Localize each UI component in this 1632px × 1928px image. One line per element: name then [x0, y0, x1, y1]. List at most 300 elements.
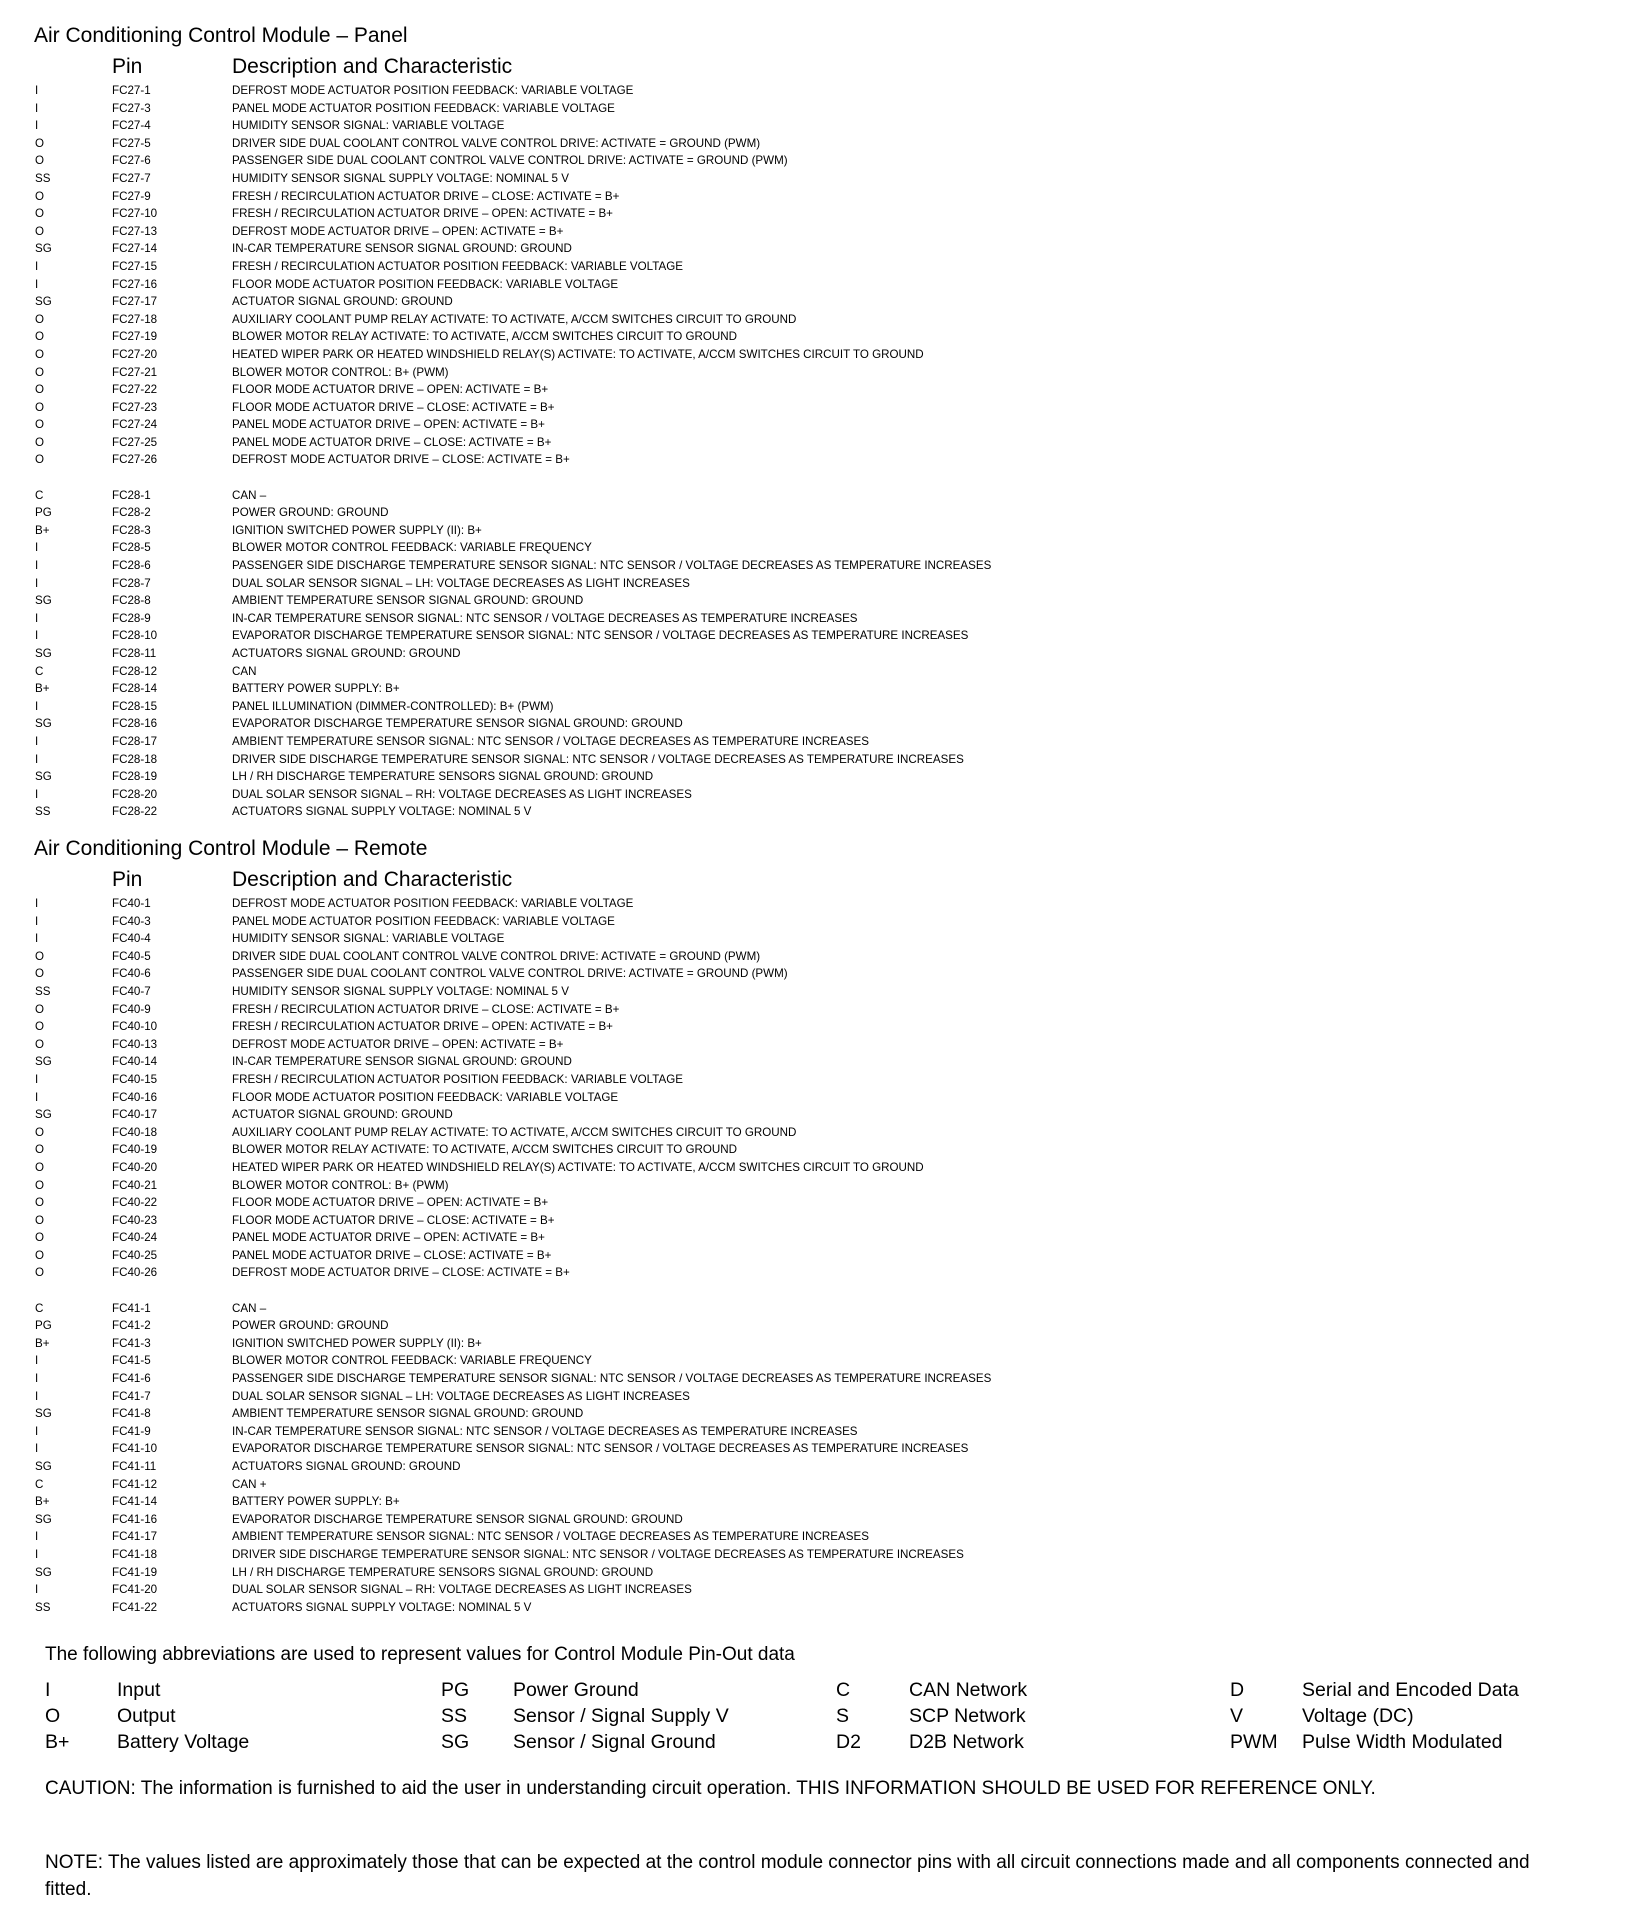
- signal-type: O: [35, 1002, 45, 1016]
- description-column-header: Description and Characteristic: [232, 55, 513, 78]
- signal-type: I: [35, 101, 39, 115]
- pin-number: FC40-9: [112, 1002, 151, 1016]
- pin-description: IGNITION SWITCHED POWER SUPPLY (II): B+: [232, 523, 482, 537]
- signal-type: I: [35, 1530, 39, 1544]
- pin-description: IN-CAR TEMPERATURE SENSOR SIGNAL GROUND: GROUND: [232, 242, 572, 256]
- pin-number: FC27-4: [112, 119, 151, 133]
- pin-description: DUAL SOLAR SENSOR SIGNAL – RH: VOLTAGE DECREASES AS LIGHT INCREASES: [232, 1583, 692, 1597]
- table-row: [34, 1405, 1594, 1423]
- pin-description: FRESH / RECIRCULATION ACTUATOR DRIVE – CLOSE: ACTIVATE = B+: [232, 1002, 620, 1016]
- pin-number: FC27-19: [112, 330, 158, 344]
- pin-description: LH / RH DISCHARGE TEMPERATURE SENSORS SIGNAL GROUND: GROUND: [232, 770, 654, 784]
- pin-description: POWER GROUND: GROUND: [232, 506, 389, 520]
- pin-number: FC27-1: [112, 84, 151, 97]
- abbreviation-key: SG: [441, 1731, 470, 1753]
- table-row: [34, 663, 1594, 681]
- abbreviation-key: D2: [836, 1731, 861, 1753]
- table-row: [34, 610, 1594, 628]
- abbreviation-row: [45, 1677, 1605, 1703]
- signal-type: O: [35, 949, 45, 963]
- pin-number: FC40-14: [112, 1055, 158, 1069]
- pin-number: FC40-4: [112, 932, 151, 946]
- table-row: [34, 1053, 1594, 1071]
- pin-number: FC40-19: [112, 1143, 158, 1157]
- signal-type: O: [35, 365, 45, 379]
- pin-number: FC28-7: [112, 576, 151, 590]
- table-row: [34, 1388, 1594, 1406]
- pin-number: FC27-14: [112, 242, 158, 256]
- signal-type: O: [35, 1196, 45, 1210]
- signal-type: O: [35, 453, 45, 467]
- pin-description: FLOOR MODE ACTUATOR DRIVE – OPEN: ACTIVATE = B+: [232, 383, 549, 397]
- abbreviation-meaning: Input: [117, 1679, 161, 1701]
- signal-type: I: [35, 932, 39, 946]
- group-spacer: [34, 1282, 1594, 1300]
- pin-number: FC27-5: [112, 136, 151, 150]
- pin-description: CAN –: [232, 1301, 267, 1315]
- pin-number: FC40-1: [112, 897, 151, 910]
- signal-type: I: [35, 897, 39, 910]
- pin-number: FC40-6: [112, 967, 151, 981]
- table-row: [34, 983, 1594, 1001]
- pin-description: DRIVER SIDE DISCHARGE TEMPERATURE SENSOR SIGNAL: NTC SENSOR / VOLTAGE DECREASES AS TEMPERATURE INCREASES: [232, 1547, 964, 1561]
- signal-type: SG: [35, 1108, 52, 1122]
- abbreviation-row: [45, 1703, 1605, 1729]
- signal-type: SG: [35, 717, 52, 731]
- pin-description: PANEL MODE ACTUATOR DRIVE – OPEN: ACTIVATE = B+: [232, 1231, 545, 1245]
- pin-description: EVAPORATOR DISCHARGE TEMPERATURE SENSOR SIGNAL: NTC SENSOR / VOLTAGE DECREASES AS TEMPERATURE INCREASES: [232, 629, 969, 643]
- signal-type: B+: [35, 682, 50, 696]
- pin-description: DEFROST MODE ACTUATOR POSITION FEEDBACK: VARIABLE VOLTAGE: [232, 84, 634, 97]
- abbreviation-meaning: SCP Network: [909, 1705, 1026, 1727]
- pin-description: BLOWER MOTOR CONTROL FEEDBACK: VARIABLE FREQUENCY: [232, 541, 592, 555]
- signal-type: PG: [35, 1319, 52, 1333]
- abbreviations-table: [45, 1677, 1605, 1755]
- pin-description: BATTERY POWER SUPPLY: B+: [232, 1495, 400, 1509]
- pin-description: HEATED WIPER PARK OR HEATED WINDSHIELD RELAY(S) ACTIVATE: TO ACTIVATE, A/CCM SWITCHES CIRCUIT TO GROUND: [232, 1160, 924, 1174]
- signal-type: I: [35, 1424, 39, 1438]
- pin-number: FC27-13: [112, 224, 158, 238]
- pin-number: FC28-2: [112, 506, 151, 520]
- pin-number: FC41-11: [112, 1460, 157, 1473]
- table-row: [34, 258, 1594, 276]
- table-row: [34, 803, 1594, 821]
- pin-description: BLOWER MOTOR CONTROL: B+ (PWM): [232, 1178, 449, 1192]
- pin-number: FC27-25: [112, 435, 158, 449]
- signal-type: B+: [35, 1336, 50, 1350]
- table-row: [34, 539, 1594, 557]
- pin-description: EVAPORATOR DISCHARGE TEMPERATURE SENSOR SIGNAL GROUND: GROUND: [232, 717, 683, 731]
- pin-description: AUXILIARY COOLANT PUMP RELAY ACTIVATE: TO ACTIVATE, A/CCM SWITCHES CIRCUIT TO GROUND: [232, 312, 797, 326]
- signal-type: SG: [35, 1407, 52, 1421]
- table-row: [34, 276, 1594, 294]
- signal-type: O: [35, 1231, 45, 1245]
- table-row: [34, 1001, 1594, 1019]
- signal-type: B+: [35, 1495, 50, 1509]
- signal-type: I: [35, 1354, 39, 1368]
- table-row: [34, 1124, 1594, 1142]
- table-row: [34, 504, 1594, 522]
- abbreviation-key: S: [836, 1705, 850, 1727]
- reference-note: NOTE: The values listed are approximately those that can be expected at the control module connector pins with all circuit connections made and all components connected and fitted.: [45, 1852, 1530, 1900]
- signal-type: O: [35, 400, 45, 414]
- abbreviation-row: [45, 1729, 1605, 1755]
- pin-description: FRESH / RECIRCULATION ACTUATOR POSITION FEEDBACK: VARIABLE VOLTAGE: [232, 1072, 683, 1086]
- signal-type: O: [35, 330, 45, 344]
- table-row: [34, 522, 1594, 540]
- table-row: [34, 1476, 1594, 1494]
- table-row: [34, 1071, 1594, 1089]
- caution-note: CAUTION: The information is furnished to aid the user in understanding circuit operation. THIS INFORMATION SHOULD BE USED FOR REFERENCE ONLY.: [45, 1778, 1376, 1799]
- pin-description: CAN +: [232, 1477, 267, 1491]
- pin-number: FC41-6: [112, 1372, 151, 1386]
- pin-table: [34, 895, 1594, 1616]
- signal-type: I: [35, 576, 39, 590]
- table-row: [34, 557, 1594, 575]
- pin-number: FC40-5: [112, 949, 151, 963]
- pin-number: FC28-22: [112, 805, 158, 819]
- pin-description: AMBIENT TEMPERATURE SENSOR SIGNAL GROUND: GROUND: [232, 1407, 584, 1421]
- table-row: [34, 930, 1594, 948]
- signal-type: C: [35, 1477, 44, 1491]
- table-row: [34, 293, 1594, 311]
- table-row: [34, 152, 1594, 170]
- pin-description: PASSENGER SIDE DUAL COOLANT CONTROL VALVE CONTROL DRIVE: ACTIVATE = GROUND (PWM): [232, 154, 788, 168]
- signal-type: I: [35, 629, 39, 643]
- signal-type: SG: [35, 1055, 52, 1069]
- signal-type: I: [35, 611, 39, 625]
- table-row: [34, 1599, 1594, 1617]
- abbreviation-key: C: [836, 1679, 851, 1701]
- signal-type: O: [35, 207, 45, 221]
- column-header: [34, 865, 1594, 895]
- signal-type: SS: [35, 1600, 51, 1614]
- pin-number: FC41-10: [112, 1442, 158, 1456]
- pin-number: FC28-9: [112, 611, 151, 625]
- pin-number: FC27-22: [112, 383, 158, 397]
- table-row: [34, 1018, 1594, 1036]
- table-row: [34, 1141, 1594, 1159]
- pin-number: FC41-18: [112, 1547, 158, 1561]
- table-row: [34, 1511, 1594, 1529]
- pin-description: DRIVER SIDE DISCHARGE TEMPERATURE SENSOR SIGNAL: NTC SENSOR / VOLTAGE DECREASES AS TEMPERATURE INCREASES: [232, 752, 964, 766]
- table-row: [34, 1229, 1594, 1247]
- pin-description: FRESH / RECIRCULATION ACTUATOR DRIVE – OPEN: ACTIVATE = B+: [232, 207, 613, 221]
- abbreviation-meaning: D2B Network: [909, 1731, 1024, 1753]
- signal-type: SG: [35, 1512, 52, 1526]
- signal-type: O: [35, 967, 45, 981]
- signal-type: I: [35, 787, 39, 801]
- table-row: [34, 451, 1594, 469]
- table-row: [34, 117, 1594, 135]
- pin-number: FC40-23: [112, 1213, 158, 1227]
- pin-description: POWER GROUND: GROUND: [232, 1319, 389, 1333]
- table-row: [34, 1528, 1594, 1546]
- table-row: [34, 346, 1594, 364]
- pin-number: FC28-10: [112, 629, 158, 643]
- table-row: [34, 170, 1594, 188]
- pin-description: FRESH / RECIRCULATION ACTUATOR POSITION FEEDBACK: VARIABLE VOLTAGE: [232, 259, 683, 273]
- section-title: Air Conditioning Control Module – Remote: [34, 837, 428, 860]
- table-row: [34, 82, 1594, 100]
- table-row: [34, 592, 1594, 610]
- pin-number: FC27-17: [112, 295, 158, 309]
- table-row: [34, 895, 1594, 913]
- pin-description: ACTUATORS SIGNAL SUPPLY VOLTAGE: NOMINAL 5 V: [232, 1600, 532, 1614]
- pin-description: FRESH / RECIRCULATION ACTUATOR DRIVE – OPEN: ACTIVATE = B+: [232, 1020, 613, 1034]
- remote-module-section: [34, 833, 1594, 1616]
- pin-description: HUMIDITY SENSOR SIGNAL SUPPLY VOLTAGE: NOMINAL 5 V: [232, 984, 569, 998]
- pin-number: FC40-16: [112, 1090, 158, 1104]
- pin-number: FC28-14: [112, 682, 158, 696]
- table-row: [34, 381, 1594, 399]
- pin-description: DEFROST MODE ACTUATOR POSITION FEEDBACK: VARIABLE VOLTAGE: [232, 897, 634, 910]
- pin-number: FC27-21: [112, 365, 158, 379]
- pin-number: FC27-18: [112, 312, 158, 326]
- signal-type: I: [35, 752, 39, 766]
- pin-number: FC40-3: [112, 914, 151, 928]
- pin-description: IN-CAR TEMPERATURE SENSOR SIGNAL: NTC SENSOR / VOLTAGE DECREASES AS TEMPERATURE INCREASES: [232, 611, 858, 625]
- signal-type: I: [35, 84, 39, 97]
- pin-description: HUMIDITY SENSOR SIGNAL: VARIABLE VOLTAGE: [232, 119, 505, 133]
- table-row: [34, 328, 1594, 346]
- table-row: [34, 751, 1594, 769]
- pin-description: BLOWER MOTOR CONTROL FEEDBACK: VARIABLE FREQUENCY: [232, 1354, 592, 1368]
- pin-number: FC27-6: [112, 154, 151, 168]
- signal-type: SG: [35, 594, 52, 608]
- pin-number: FC28-5: [112, 541, 151, 555]
- pin-number: FC27-16: [112, 277, 158, 291]
- signal-type: B+: [35, 523, 50, 537]
- signal-type: C: [35, 664, 44, 678]
- pin-number: FC40-25: [112, 1248, 158, 1262]
- table-row: [34, 188, 1594, 206]
- pin-number: FC40-20: [112, 1160, 158, 1174]
- pin-number: FC41-3: [112, 1336, 151, 1350]
- pin-description: PANEL MODE ACTUATOR POSITION FEEDBACK: VARIABLE VOLTAGE: [232, 101, 615, 115]
- abbreviation-key: I: [45, 1679, 51, 1701]
- pin-description: ACTUATORS SIGNAL GROUND: GROUND: [232, 1460, 461, 1473]
- table-row: [34, 1264, 1594, 1282]
- signal-type: C: [35, 1301, 44, 1315]
- signal-type: SS: [35, 171, 51, 185]
- pin-number: FC40-26: [112, 1266, 158, 1280]
- table-row: [34, 768, 1594, 786]
- signal-type: I: [35, 1547, 39, 1561]
- signal-type: I: [35, 541, 39, 555]
- abbreviation-key: O: [45, 1705, 61, 1727]
- signal-type: O: [35, 1213, 45, 1227]
- signal-type: O: [35, 1020, 45, 1034]
- pin-description: FRESH / RECIRCULATION ACTUATOR DRIVE – CLOSE: ACTIVATE = B+: [232, 189, 620, 203]
- pin-description: DUAL SOLAR SENSOR SIGNAL – RH: VOLTAGE DECREASES AS LIGHT INCREASES: [232, 787, 692, 801]
- table-row: [34, 311, 1594, 329]
- signal-type: SG: [35, 242, 52, 256]
- pin-number: FC28-18: [112, 752, 158, 766]
- table-row: [34, 645, 1594, 663]
- abbreviation-meaning: Pulse Width Modulated: [1302, 1731, 1503, 1753]
- table-row: [34, 1159, 1594, 1177]
- panel-module-section: [34, 20, 1594, 821]
- signal-type: I: [35, 559, 39, 573]
- table-row: [34, 1247, 1594, 1265]
- abbreviation-meaning: CAN Network: [909, 1679, 1028, 1701]
- pin-description: ACTUATOR SIGNAL GROUND: GROUND: [232, 1108, 453, 1122]
- pin-description: PANEL MODE ACTUATOR DRIVE – CLOSE: ACTIVATE = B+: [232, 1248, 552, 1262]
- abbreviation-key: SS: [441, 1705, 468, 1727]
- pin-number: FC28-16: [112, 717, 158, 731]
- signal-type: O: [35, 1248, 45, 1262]
- table-row: [34, 1194, 1594, 1212]
- signal-type: O: [35, 1125, 45, 1139]
- pin-number: FC28-1: [112, 488, 151, 502]
- pin-description: EVAPORATOR DISCHARGE TEMPERATURE SENSOR SIGNAL GROUND: GROUND: [232, 1512, 683, 1526]
- table-row: [34, 627, 1594, 645]
- description-column-header: Description and Characteristic: [232, 868, 513, 891]
- pin-number: FC28-19: [112, 770, 158, 784]
- table-row: [34, 913, 1594, 931]
- table-row: [34, 733, 1594, 751]
- abbreviations-intro: The following abbreviations are used to represent values for Control Module Pin-Out data: [45, 1644, 795, 1665]
- signal-type: O: [35, 1143, 45, 1157]
- table-row: [34, 1089, 1594, 1107]
- signal-type: SG: [35, 770, 52, 784]
- table-row: [34, 1106, 1594, 1124]
- table-row: [34, 240, 1594, 258]
- abbreviation-meaning: Output: [117, 1705, 176, 1727]
- table-row: [34, 1493, 1594, 1511]
- pin-description: IN-CAR TEMPERATURE SENSOR SIGNAL GROUND: GROUND: [232, 1055, 572, 1069]
- table-row: [34, 1564, 1594, 1582]
- signal-type: I: [35, 1072, 39, 1086]
- pin-description: DEFROST MODE ACTUATOR DRIVE – OPEN: ACTIVATE = B+: [232, 224, 564, 238]
- pin-description: FLOOR MODE ACTUATOR DRIVE – CLOSE: ACTIVATE = B+: [232, 400, 555, 414]
- table-row: [34, 223, 1594, 241]
- pin-number: FC41-14: [112, 1495, 158, 1509]
- pin-description: ACTUATORS SIGNAL GROUND: GROUND: [232, 647, 461, 660]
- pin-number: FC41-2: [112, 1319, 151, 1333]
- pin-number: FC27-10: [112, 207, 158, 221]
- table-row: [34, 1212, 1594, 1230]
- table-row: [34, 1423, 1594, 1441]
- pin-number: FC40-24: [112, 1231, 158, 1245]
- table-row: [34, 680, 1594, 698]
- table-row: [34, 698, 1594, 716]
- pin-number: FC28-6: [112, 559, 151, 573]
- pin-description: DEFROST MODE ACTUATOR DRIVE – OPEN: ACTIVATE = B+: [232, 1037, 564, 1051]
- signal-type: O: [35, 224, 45, 238]
- pin-number: FC28-8: [112, 594, 151, 608]
- pin-number: FC27-15: [112, 259, 158, 273]
- table-row: [34, 1458, 1594, 1476]
- signal-type: I: [35, 1583, 39, 1597]
- pin-number: FC41-22: [112, 1600, 158, 1614]
- signal-type: I: [35, 1442, 39, 1456]
- pin-description: PANEL ILLUMINATION (DIMMER-CONTROLLED): B+ (PWM): [232, 699, 554, 713]
- signal-type: I: [35, 1090, 39, 1104]
- signal-type: O: [35, 1160, 45, 1174]
- pin-description: CAN –: [232, 488, 267, 502]
- pin-description: BLOWER MOTOR RELAY ACTIVATE: TO ACTIVATE, A/CCM SWITCHES CIRCUIT TO GROUND: [232, 330, 738, 344]
- signal-type: I: [35, 1389, 39, 1403]
- signal-type: O: [35, 136, 45, 150]
- pin-number: FC27-20: [112, 347, 158, 361]
- signal-type: SG: [35, 1565, 52, 1579]
- pin-number: FC40-15: [112, 1072, 158, 1086]
- table-row: [34, 1317, 1594, 1335]
- pin-column-header: Pin: [112, 868, 143, 891]
- table-row: [34, 1335, 1594, 1353]
- pin-number: FC41-19: [112, 1565, 158, 1579]
- table-row: [34, 434, 1594, 452]
- table-row: [34, 786, 1594, 804]
- table-row: [34, 1352, 1594, 1370]
- signal-type: I: [35, 119, 39, 133]
- signal-type: O: [35, 312, 45, 326]
- pin-description: CAN: [232, 664, 257, 678]
- pin-number: FC27-23: [112, 400, 158, 414]
- pin-number: FC27-24: [112, 418, 158, 432]
- pin-number: FC27-9: [112, 189, 151, 203]
- pin-number: FC28-17: [112, 734, 158, 748]
- pin-number: FC40-22: [112, 1196, 158, 1210]
- pin-description: ACTUATORS SIGNAL SUPPLY VOLTAGE: NOMINAL 5 V: [232, 805, 532, 819]
- pin-number: FC41-17: [112, 1530, 158, 1544]
- pin-description: ACTUATOR SIGNAL GROUND: GROUND: [232, 295, 453, 309]
- pin-number: FC40-10: [112, 1020, 158, 1034]
- pin-number: FC27-7: [112, 171, 151, 185]
- signal-type: SG: [35, 647, 52, 660]
- abbreviation-meaning: Sensor / Signal Supply V: [513, 1705, 729, 1727]
- signal-type: I: [35, 277, 39, 291]
- pin-description: DUAL SOLAR SENSOR SIGNAL – LH: VOLTAGE DECREASES AS LIGHT INCREASES: [232, 576, 690, 590]
- table-row: [34, 1581, 1594, 1599]
- pin-description: DRIVER SIDE DUAL COOLANT CONTROL VALVE CONTROL DRIVE: ACTIVATE = GROUND (PWM): [232, 949, 761, 963]
- pin-description: BATTERY POWER SUPPLY: B+: [232, 682, 400, 696]
- pin-description: AMBIENT TEMPERATURE SENSOR SIGNAL GROUND: GROUND: [232, 594, 584, 608]
- signal-type: I: [35, 734, 39, 748]
- pin-description: HUMIDITY SENSOR SIGNAL SUPPLY VOLTAGE: NOMINAL 5 V: [232, 171, 569, 185]
- pin-number: FC28-11: [112, 647, 157, 660]
- table-row: [34, 100, 1594, 118]
- pin-description: AMBIENT TEMPERATURE SENSOR SIGNAL: NTC SENSOR / VOLTAGE DECREASES AS TEMPERATURE INCREASES: [232, 734, 869, 748]
- pin-description: FLOOR MODE ACTUATOR POSITION FEEDBACK: VARIABLE VOLTAGE: [232, 1090, 619, 1104]
- pin-number: FC41-7: [112, 1389, 151, 1403]
- signal-type: I: [35, 914, 39, 928]
- pin-description: BLOWER MOTOR RELAY ACTIVATE: TO ACTIVATE, A/CCM SWITCHES CIRCUIT TO GROUND: [232, 1143, 738, 1157]
- table-row: [34, 1177, 1594, 1195]
- signal-type: SG: [35, 1460, 52, 1473]
- pin-description: DRIVER SIDE DUAL COOLANT CONTROL VALVE CONTROL DRIVE: ACTIVATE = GROUND (PWM): [232, 136, 761, 150]
- signal-type: O: [35, 154, 45, 168]
- signal-type: O: [35, 347, 45, 361]
- pin-description: DEFROST MODE ACTUATOR DRIVE – CLOSE: ACTIVATE = B+: [232, 1266, 570, 1280]
- pin-description: IGNITION SWITCHED POWER SUPPLY (II): B+: [232, 1336, 482, 1350]
- pin-description: AUXILIARY COOLANT PUMP RELAY ACTIVATE: TO ACTIVATE, A/CCM SWITCHES CIRCUIT TO GROUND: [232, 1125, 797, 1139]
- abbreviation-meaning: Voltage (DC): [1302, 1705, 1414, 1727]
- section-title: Air Conditioning Control Module – Panel: [34, 24, 408, 47]
- pin-column-header: Pin: [112, 55, 143, 78]
- pin-description: PANEL MODE ACTUATOR DRIVE – CLOSE: ACTIVATE = B+: [232, 435, 552, 449]
- pin-description: FLOOR MODE ACTUATOR POSITION FEEDBACK: VARIABLE VOLTAGE: [232, 277, 619, 291]
- abbreviation-key: PG: [441, 1679, 470, 1701]
- pin-number: FC27-3: [112, 101, 151, 115]
- pin-description: DEFROST MODE ACTUATOR DRIVE – CLOSE: ACTIVATE = B+: [232, 453, 570, 467]
- pin-number: FC40-7: [112, 984, 151, 998]
- pin-description: IN-CAR TEMPERATURE SENSOR SIGNAL: NTC SENSOR / VOLTAGE DECREASES AS TEMPERATURE INCREASES: [232, 1424, 858, 1438]
- abbreviation-key: D: [1230, 1679, 1245, 1701]
- pin-description: PASSENGER SIDE DUAL COOLANT CONTROL VALVE CONTROL DRIVE: ACTIVATE = GROUND (PWM): [232, 967, 788, 981]
